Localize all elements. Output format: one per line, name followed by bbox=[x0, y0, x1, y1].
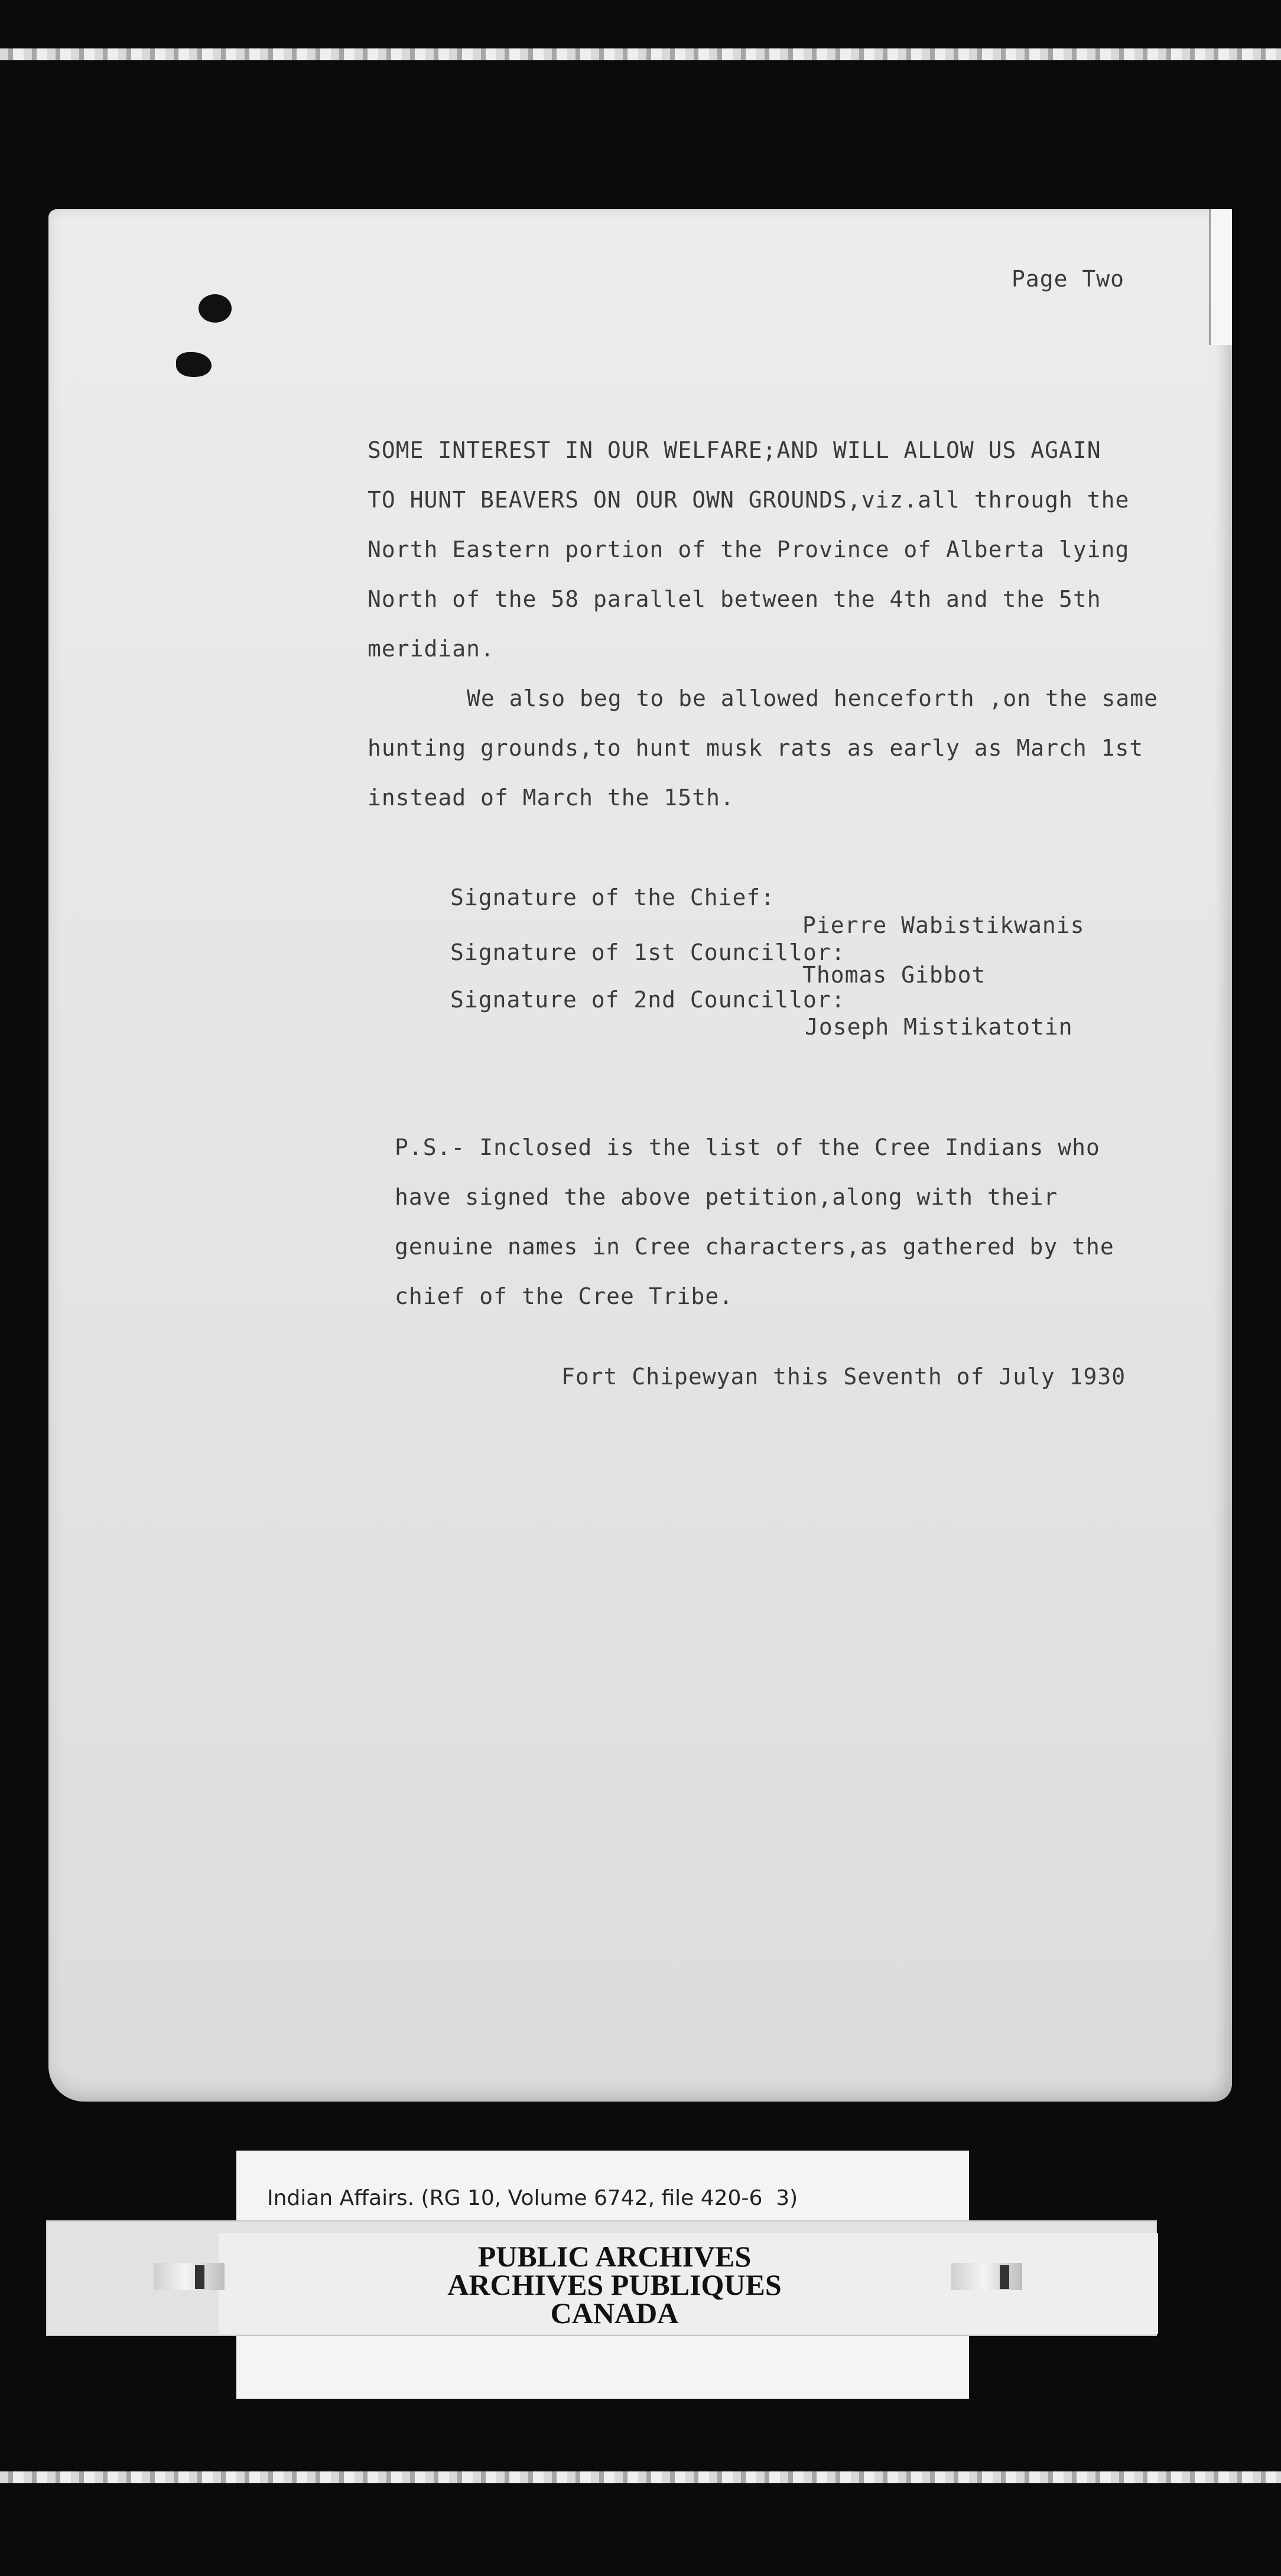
punch-hole bbox=[176, 352, 212, 377]
body-line: hunting grounds,to hunt musk rats as early as March 1st bbox=[368, 735, 1144, 761]
stamp-line-1: PUBLIC ARCHIVES bbox=[477, 2240, 752, 2273]
clip-mark-left bbox=[195, 2265, 204, 2289]
clip-right bbox=[951, 2263, 1022, 2290]
punch-hole bbox=[199, 294, 232, 323]
postscript-line: genuine names in Cree characters,as gathered by the bbox=[395, 1234, 1114, 1260]
signature-name-councillor-1: Thomas Gibbot bbox=[802, 962, 986, 988]
signature-label-chief: Signature of the Chief: bbox=[450, 884, 775, 910]
body-line: instead of March the 15th. bbox=[368, 785, 734, 811]
postscript-line: have signed the above petition,along with their bbox=[395, 1184, 1058, 1210]
body-line: We also beg to be allowed henceforth ,on the same bbox=[467, 685, 1159, 711]
body-line: meridian. bbox=[368, 636, 495, 662]
closing-line: Fort Chipewyan this Seventh of July 1930 bbox=[561, 1364, 1126, 1390]
clip-left bbox=[154, 2263, 225, 2290]
postscript-line: chief of the Cree Tribe. bbox=[395, 1283, 734, 1309]
signature-name-chief: Pierre Wabistikwanis bbox=[802, 912, 1085, 938]
stamp-line-2: ARCHIVES PUBLIQUES bbox=[447, 2268, 782, 2301]
body-line: TO HUNT BEAVERS ON OUR OWN GROUNDS,viz.all through the bbox=[368, 487, 1130, 513]
page-fold bbox=[1209, 209, 1232, 345]
body-line: North Eastern portion of the Province of Alberta lying bbox=[368, 536, 1130, 562]
signature-label-councillor-2: Signature of 2nd Councillor: bbox=[450, 987, 846, 1013]
signature-label-councillor-1: Signature of 1st Councillor: bbox=[450, 939, 846, 965]
postscript-line: P.S.- Inclosed is the list of the Cree Indians who bbox=[395, 1134, 1100, 1160]
body-line: SOME INTEREST IN OUR WELFARE;AND WILL ALLOW US AGAIN bbox=[368, 437, 1101, 463]
signature-name-councillor-2: Joseph Mistikatotin bbox=[805, 1014, 1073, 1040]
film-edge-bottom bbox=[0, 2471, 1281, 2483]
body-line: North of the 58 parallel between the 4th and the 5th bbox=[368, 586, 1101, 612]
archive-reference: Indian Affairs. (RG 10, Volume 6742, file 420-6 3) bbox=[267, 2186, 798, 2210]
page-label: Page Two bbox=[1012, 266, 1125, 292]
film-edge-top bbox=[0, 48, 1281, 60]
stamp-line-3: CANADA bbox=[550, 2297, 679, 2330]
clip-mark-right bbox=[1000, 2265, 1009, 2289]
